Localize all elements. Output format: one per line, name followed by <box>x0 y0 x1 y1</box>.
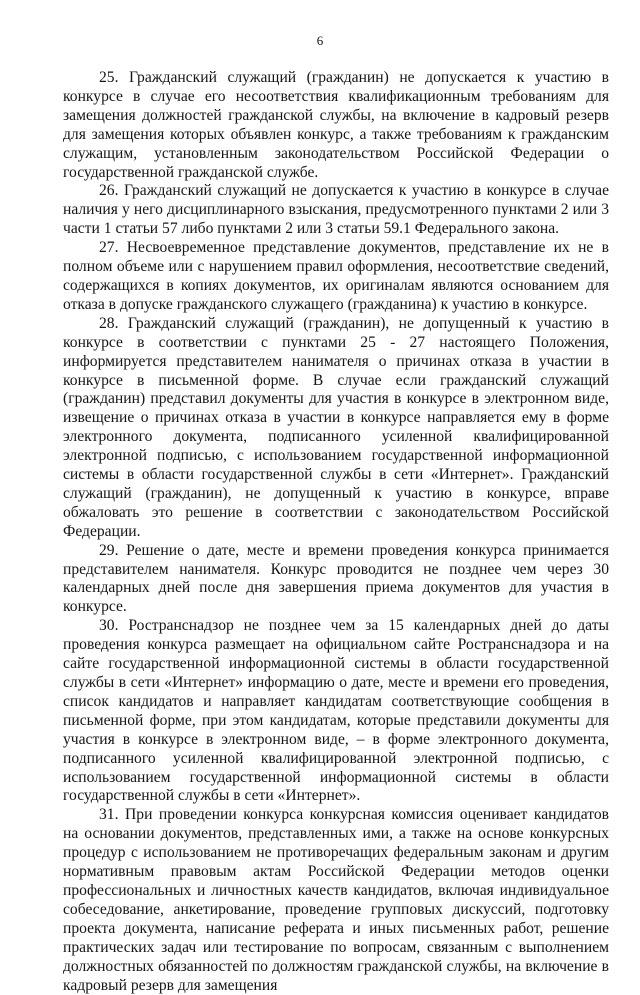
paragraph-30: 30. Ространснадзор не позднее чем за 15 календарных дней до даты проведения конкурса размещает на официальном сайте Ространснадзора и на сайте государственной информационной системы в области государственной службы в сети «Интернет» информацию о дате, месте и времени его проведения, список кандидатов и направляет кандидатам соответствующие сообщения в письменной форме, при этом кандидатам, которые представили документы для участия в конкурсе в электронном виде, – в форме электронного документа, подписанного усиленной квалифицированной электронной подписью, с использованием государственной информационной системы в области государственной службы в сети «Интернет». <box>63 617 609 805</box>
paragraph-28: 28. Гражданский служащий (гражданин), не допущенный к участию в конкурсе в соответствии с пунктами 25 - 27 настоящего Положения, информируется представителем нанимателя о причинах отказа в участии в конкурсе в письменной форме. В случае если гражданский служащий (гражданин) представил документы для участия в конкурсе в электронном виде, извещение о причинах отказа в участии в конкурсе направляется ему в форме электронного документа, подписанного усиленной квалифицированной электронной подписью, с использованием государственной информационной системы в области государственной службы в сети «Интернет». Гражданский служащий (гражданин), не допущенный к участию в конкурсе, вправе обжаловать это решение в соответствии с законодательством Российской Федерации. <box>63 314 609 540</box>
paragraph-31: 31. При проведении конкурса конкурсная комиссия оценивает кандидатов на основании документов, представленных ими, а также на основе конкурсных процедур с использованием не противоречащих федеральным законам и другим нормативным правовым актам Российской Федерации методов оценки профессиональных и личностных качеств кандидатов, включая индивидуальное собеседование, анкетирование, проведение групповых дискуссий, подготовку проекта документа, написание реферата и иных письменных работ, решение практических задач или тестирование по вопросам, связанным с выполнением должностных обязанностей по должностям гражданской службы, на включение в кадровый резерв для замещения <box>63 806 609 994</box>
paragraph-25: 25. Гражданский служащий (гражданин) не допускается к участию в конкурсе в случае его несоответствия квалификационным требованиям для замещения должностей гражданской службы, на включение в кадровый резерв для замещения которых объявлен конкурс, а также требованиям к гражданским служащим, установленным законодательством Российской Федерации о государственной гражданской службе. <box>63 69 609 181</box>
document-body <box>63 69 609 995</box>
paragraph-26: 26. Гражданский служащий не допускается к участию в конкурсе в случае наличия у него дисциплинарного взыскания, предусмотренного пунктами 2 или 3 части 1 статьи 57 либо пунктами 2 или 3 статьи 59.1 Федерального закона. <box>63 182 609 238</box>
paragraph-27: 27. Несвоевременное представление документов, представление их не в полном объеме или с нарушением правил оформления, несоответствие сведений, содержащихся в копиях документов, их оригиналам являются основанием для отказа в допуске гражданского служащего (гражданина) к участию в конкурсе. <box>63 239 609 313</box>
page-number: 6 <box>316 33 324 48</box>
paragraph-29: 29. Решение о дате, месте и времени проведения конкурса принимается представителем нанимателя. Конкурс проводится не позднее чем через 30 календарных дней после дня завершения приема документов для участия в конкурсе. <box>63 541 609 616</box>
